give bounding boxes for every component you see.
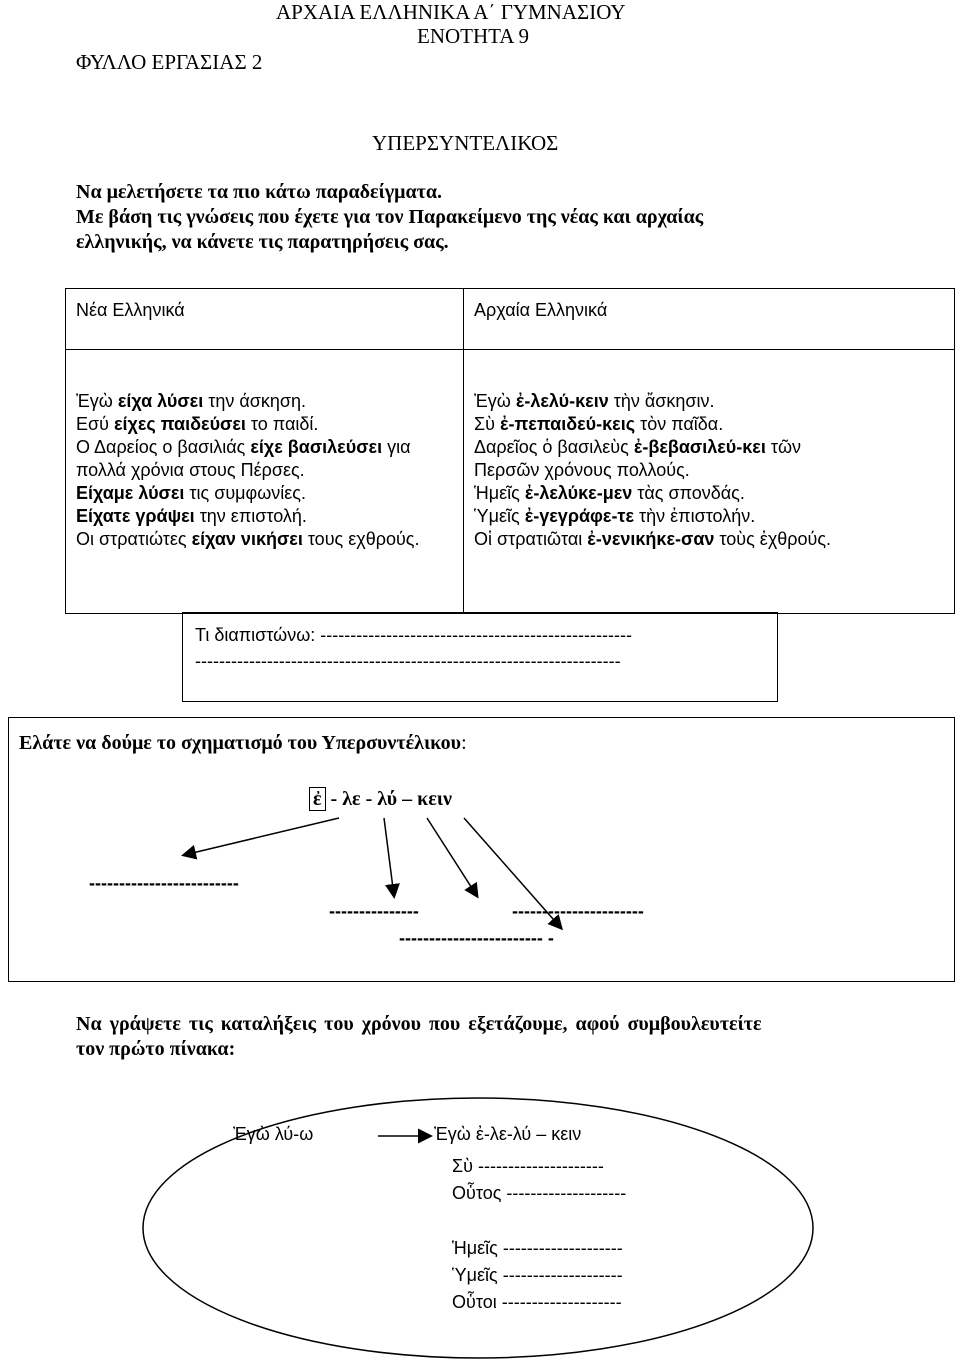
formation-title-colon: : (461, 732, 467, 754)
ancient-greek-header: Αρχαία Ελληνικά (464, 289, 955, 350)
word-rest: - λε - λύ – κειν (325, 788, 452, 810)
modern-example: Είχαμε λύσει τις συμφωνίες. (76, 483, 306, 503)
pluperfect-form: Ἐγὼ ἐ-λε-λύ – κειν (434, 1124, 582, 1144)
conjugation-row: Ἡμεῖς -------------------- (452, 1238, 623, 1258)
blank-stem: ---------------------- (512, 901, 644, 921)
ancient-example: Ἡμεῖς ἐ-λελύκε-μεν τὰς σπονδάς. (474, 483, 745, 503)
modern-example: Ο Δαρείος ο βασιλιάς είχε βασιλεύσει για πολλά χρόνια στους Πέρσες. (76, 437, 411, 480)
augment-box: ἐ (309, 787, 326, 811)
intro-line-3: ελληνικής, να κάνετε τις παρατηρήσεις σας. (76, 231, 449, 253)
conjugation-row: Οὗτοι -------------------- (452, 1292, 622, 1312)
topic-title: ΥΠΕΡΣΥΝΤΕΛΙΚΟΣ (372, 131, 559, 155)
ancient-example: Περσῶν χρόνους πολλούς. (474, 460, 690, 480)
formation-title-text: Ελάτε να δούμε το σχηματισμό του Υπερσυντέλικου (19, 732, 462, 754)
modern-example: Οι στρατιώτες είχαν νικήσει τους εχθρούς. (76, 529, 420, 549)
observation-label: Τι διαπιστώνω: (195, 625, 321, 645)
modern-example: Είχατε γράψει την επιστολή. (76, 506, 307, 526)
unit-title: ΕΝΟΤΗΤΑ 9 (417, 24, 530, 48)
instruction-line-1: Να γράψετε τις καταλήξεις του χρόνου που εξετάζουμε, αφού συμβουλευτείτε (76, 1013, 762, 1035)
blank-ending: ------------------------ - (399, 928, 554, 948)
observation-blank-1: ---------------------------------------------------- (320, 625, 632, 645)
conjugation-row: Οὗτος -------------------- (452, 1183, 627, 1203)
observation-blank-2: ----------------------------------------------------------------------- (195, 651, 621, 671)
present-form: Ἐγὼ λύ-ω (233, 1124, 314, 1144)
ancient-example: Δαρεῖος ὁ βασιλεὺς ἐ-βεβασιλεύ-κει τῶν (474, 437, 802, 457)
modern-example: Εσύ είχες παιδεύσει το παιδί. (76, 414, 319, 434)
conjugation-row: Σὺ --------------------- (452, 1156, 604, 1176)
conjugation-rows-top (452, 1153, 626, 1207)
blank-augment: ------------------------- (89, 873, 239, 893)
modern-greek-header: Νέα Ελληνικά (66, 289, 464, 350)
course-title: ΑΡΧΑΙΑ ΕΛΛΗΝΙΚΑ Α΄ ΓΥΜΝΑΣΙΟΥ (276, 0, 626, 24)
ancient-example: Ὑμεῖς ἐ-γεγράφε-τε τὴν ἐπιστολήν. (474, 506, 756, 526)
worksheet-title: ΦΥΛΛΟ ΕΡΓΑΣΙΑΣ 2 (76, 50, 263, 74)
intro-line-1: Να μελετήσετε τα πιο κάτω παραδείγματα. (76, 181, 443, 203)
conjugation-row: Ὑμεῖς -------------------- (452, 1265, 623, 1285)
ancient-example: Ἐγὼ ἐ-λελύ-κειν τὴν ἄσκησιν. (474, 391, 715, 411)
instruction-line-2: τον πρώτο πίνακα: (76, 1038, 236, 1060)
modern-example: Ἐγὼ είχα λύσει την άσκηση. (76, 391, 307, 411)
ancient-example: Σὺ ἐ-πεπαιδεύ-κεις τὸν παῖδα. (474, 414, 724, 434)
blank-reduplication: --------------- (329, 901, 419, 921)
intro-line-2: Με βάση τις γνώσεις που έχετε για τον Παρακείμενο της νέας και αρχαίας (76, 206, 704, 228)
ancient-example: Οἱ στρατιῶται ἐ-νενικήκε-σαν τοὺς ἐχθρούς. (474, 529, 832, 549)
conjugation-rows-bottom (452, 1235, 623, 1316)
